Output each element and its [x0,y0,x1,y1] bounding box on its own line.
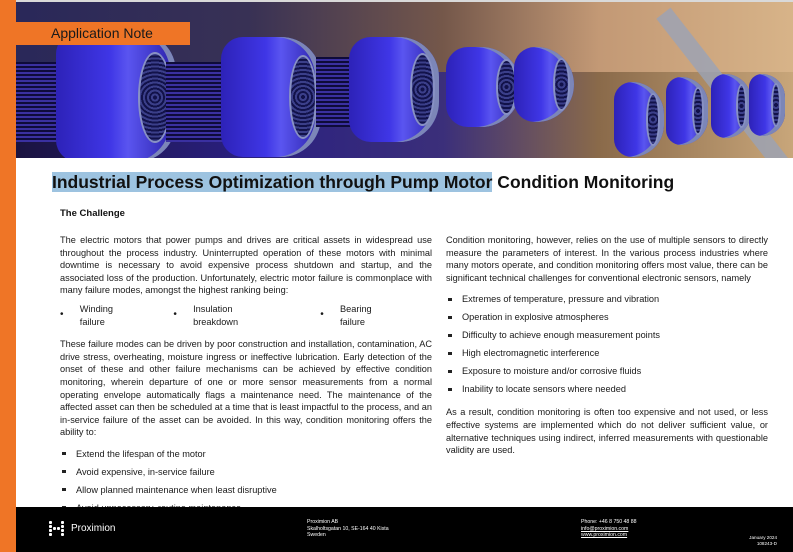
list-item-label: Inability to locate sensors where needed [462,384,626,395]
bullet-icon: • [320,309,324,321]
motor-shape [56,32,176,158]
list-item-label: High electromagnetic interference [462,348,600,359]
accent-side-bar [0,0,16,552]
list-item [446,344,768,362]
challenges-list [446,290,768,398]
motor-fan [646,93,660,146]
list-item [60,481,432,499]
title-rest-text: Condition Monitoring [492,172,675,192]
bullet-icon: • [173,309,177,321]
motor-shape [666,77,708,145]
motor-fan [736,84,747,129]
bullet-icon [62,452,66,455]
title-highlighted-text: Industrial Process Optimization through Pump Motor [52,172,493,192]
intro-paragraph: The electric motors that power pumps and drives are critical assets in widespread use throughout the process industry. Uninterrupted operation of these motors with minimal downtime is necessary to avoid expensive process shutdown and startup, and the associated loss of the production. Unfortunately, electric motor failure is commonplace with many failure modes, amongst the highest ranking being: [60,235,432,296]
intro-paragraph: Condition monitoring, however, relies on the use of multiple sensors to directly measure the parameters of interest. In the various process industries where many motors operate, and condition monitoring offers most value, there can be significant technical challenges for conventional electronic sensors, namely [446,235,768,283]
motor-shape [349,37,439,142]
address-line: Sweden [307,532,326,539]
right-column [446,234,768,463]
bullet-icon [62,488,66,491]
body-paragraph: These failure modes can be driven by poor construction and installation, contamination, AC drive stress, overheating, moisture ingress or ineffective lubrication. Early detection of the onset of these and other failure mechanisms can be achieved by effective condition monitoring, wherein departure of one or more sensor measurements from a normal operating envelope automatically flags a maintenance need. The maintenance of the affected asset can then be scheduled at a time that is least impactful to the process, and an in-service failure of the asset can be avoided. In this way, condition monitoring offers the ability to: [60,339,432,438]
motor-shape [446,47,521,127]
phone-number: Phone: +46 8 750 48 88 [581,519,637,525]
website-link[interactable]: www.proximion.com [581,532,628,539]
address-line: Proximion AB [307,519,339,525]
bullet-icon [448,388,452,391]
section-heading: The Challenge [60,208,125,219]
motor-fan [553,58,570,111]
bullet-icon [62,470,66,473]
motor-fan [289,55,317,139]
list-item [446,362,768,380]
list-item-label: Difficulty to achieve enough measurement points [462,330,660,341]
bullet-icon [448,334,452,337]
motor-fan [692,87,704,135]
failure-modes-list [60,303,432,328]
email-link[interactable]: info@proximion.com [581,525,629,532]
list-item-label: Bearing failure [340,303,372,327]
bullet-icon [448,316,452,319]
motor-shape [711,74,751,138]
contact-info [581,519,637,539]
list-item [446,308,768,326]
list-item-label: Operation in explosive atmospheres [462,312,609,323]
list-item-label: Allow planned maintenance when least disruptive [76,484,277,495]
document-date: January 2024 [749,535,777,540]
list-item [173,303,278,328]
document-meta [749,535,777,547]
list-item-label: Extend the lifespan of the motor [76,448,206,459]
address-line: Skalholtsgatan 10, SE-164 40 Kista [307,525,389,532]
list-item-label: Extremes of temperature, pressure and vibration [462,294,660,305]
list-item [60,445,432,463]
document-id: 108243-D [756,541,777,546]
motor-fan [771,83,781,126]
motor-shape [749,74,785,136]
bullet-icon [448,298,452,301]
application-note-badge: Application Note [16,22,190,45]
proximion-logo-icon [49,521,65,537]
conclusion-paragraph: As a result, condition monitoring is often too expensive and not used, or less effective systems are implemented which do not deliver sufficient value, or alternative techniques using indirect, inferred measurements with questionable validity are used. [446,407,768,456]
motor-shape [221,37,321,157]
footer [16,507,793,552]
list-item [446,290,768,308]
list-item-label: Exposure to moisture and/or corrosive fluids [462,366,642,377]
motor-shape [614,82,664,157]
bullet-icon: • [60,309,64,321]
page-title [52,172,674,193]
list-item [60,463,432,481]
left-column [60,234,432,525]
list-item-label: Avoid expensive, in-service failure [76,466,215,477]
company-address [307,519,389,539]
brand-name: Proximion [71,523,116,534]
list-item-label: Winding failure [79,303,113,327]
list-item [446,326,768,344]
list-item [320,303,398,328]
bullet-icon [448,370,452,373]
list-item-label: Insulation breakdown [193,303,239,327]
list-item [60,303,139,328]
bullet-icon [448,352,452,355]
list-item [446,380,768,398]
motor-fan [410,53,435,127]
